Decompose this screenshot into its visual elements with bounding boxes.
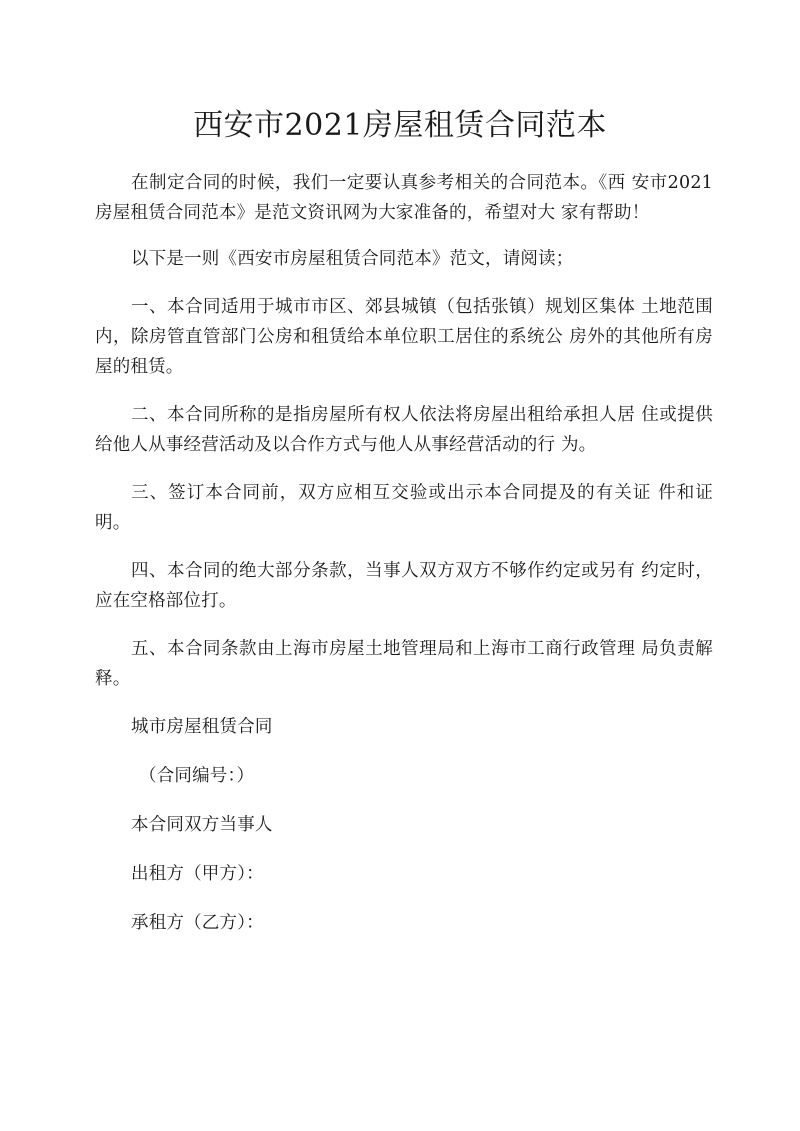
lessee-line: 承租方（乙方）： <box>131 913 264 933</box>
parties-line: 本合同双方当事人 <box>131 815 273 835</box>
reading-prompt-paragraph: 以下是一则《西安市房屋租赁合同范本》范文，请阅读； <box>131 249 574 269</box>
lessor-line: 出租方（甲方）： <box>131 864 264 884</box>
document-body <box>95 168 713 957</box>
clause-5-paragraph: 五、本合同条款由上海市房屋土地管理局和上海市工商行政管理 局负责解释。 <box>95 639 713 689</box>
document-title: 西安市2021房屋租赁合同范本 <box>193 108 607 143</box>
contract-name-line: 城市房屋租赁合同 <box>131 717 273 737</box>
clause-4-paragraph: 四、本合同的绝大部分条款，当事人双方双方不够作约定或另有 约定时，应在空格部位打。 <box>95 561 713 611</box>
contract-number-line: （合同编号：） <box>139 766 255 786</box>
clause-2-paragraph: 二、本合同所称的是指房屋所有权人依法将房屋出租给承担人居 住或提供给他人从事经营活动及以合作方式与他人从事经营活动的行 为。 <box>95 405 713 455</box>
clause-1-paragraph: 一、本合同适用于城市市区、郊县城镇（包括张镇）规划区集体 土地范围内，除房管直管部门公房和租赁给本单位职工居住的系统公 房外的其他所有房屋的租赁。 <box>95 297 713 377</box>
intro-paragraph: 在制定合同的时候，我们一定要认真参考相关的合同范本。《西 安市2021房屋租赁合同范本》是范文资讯网为大家准备的，希望对大 家有帮助！ <box>95 173 713 223</box>
clause-3-paragraph: 三、签订本合同前，双方应相互交验或出示本合同提及的有关证 件和证明。 <box>95 483 713 533</box>
